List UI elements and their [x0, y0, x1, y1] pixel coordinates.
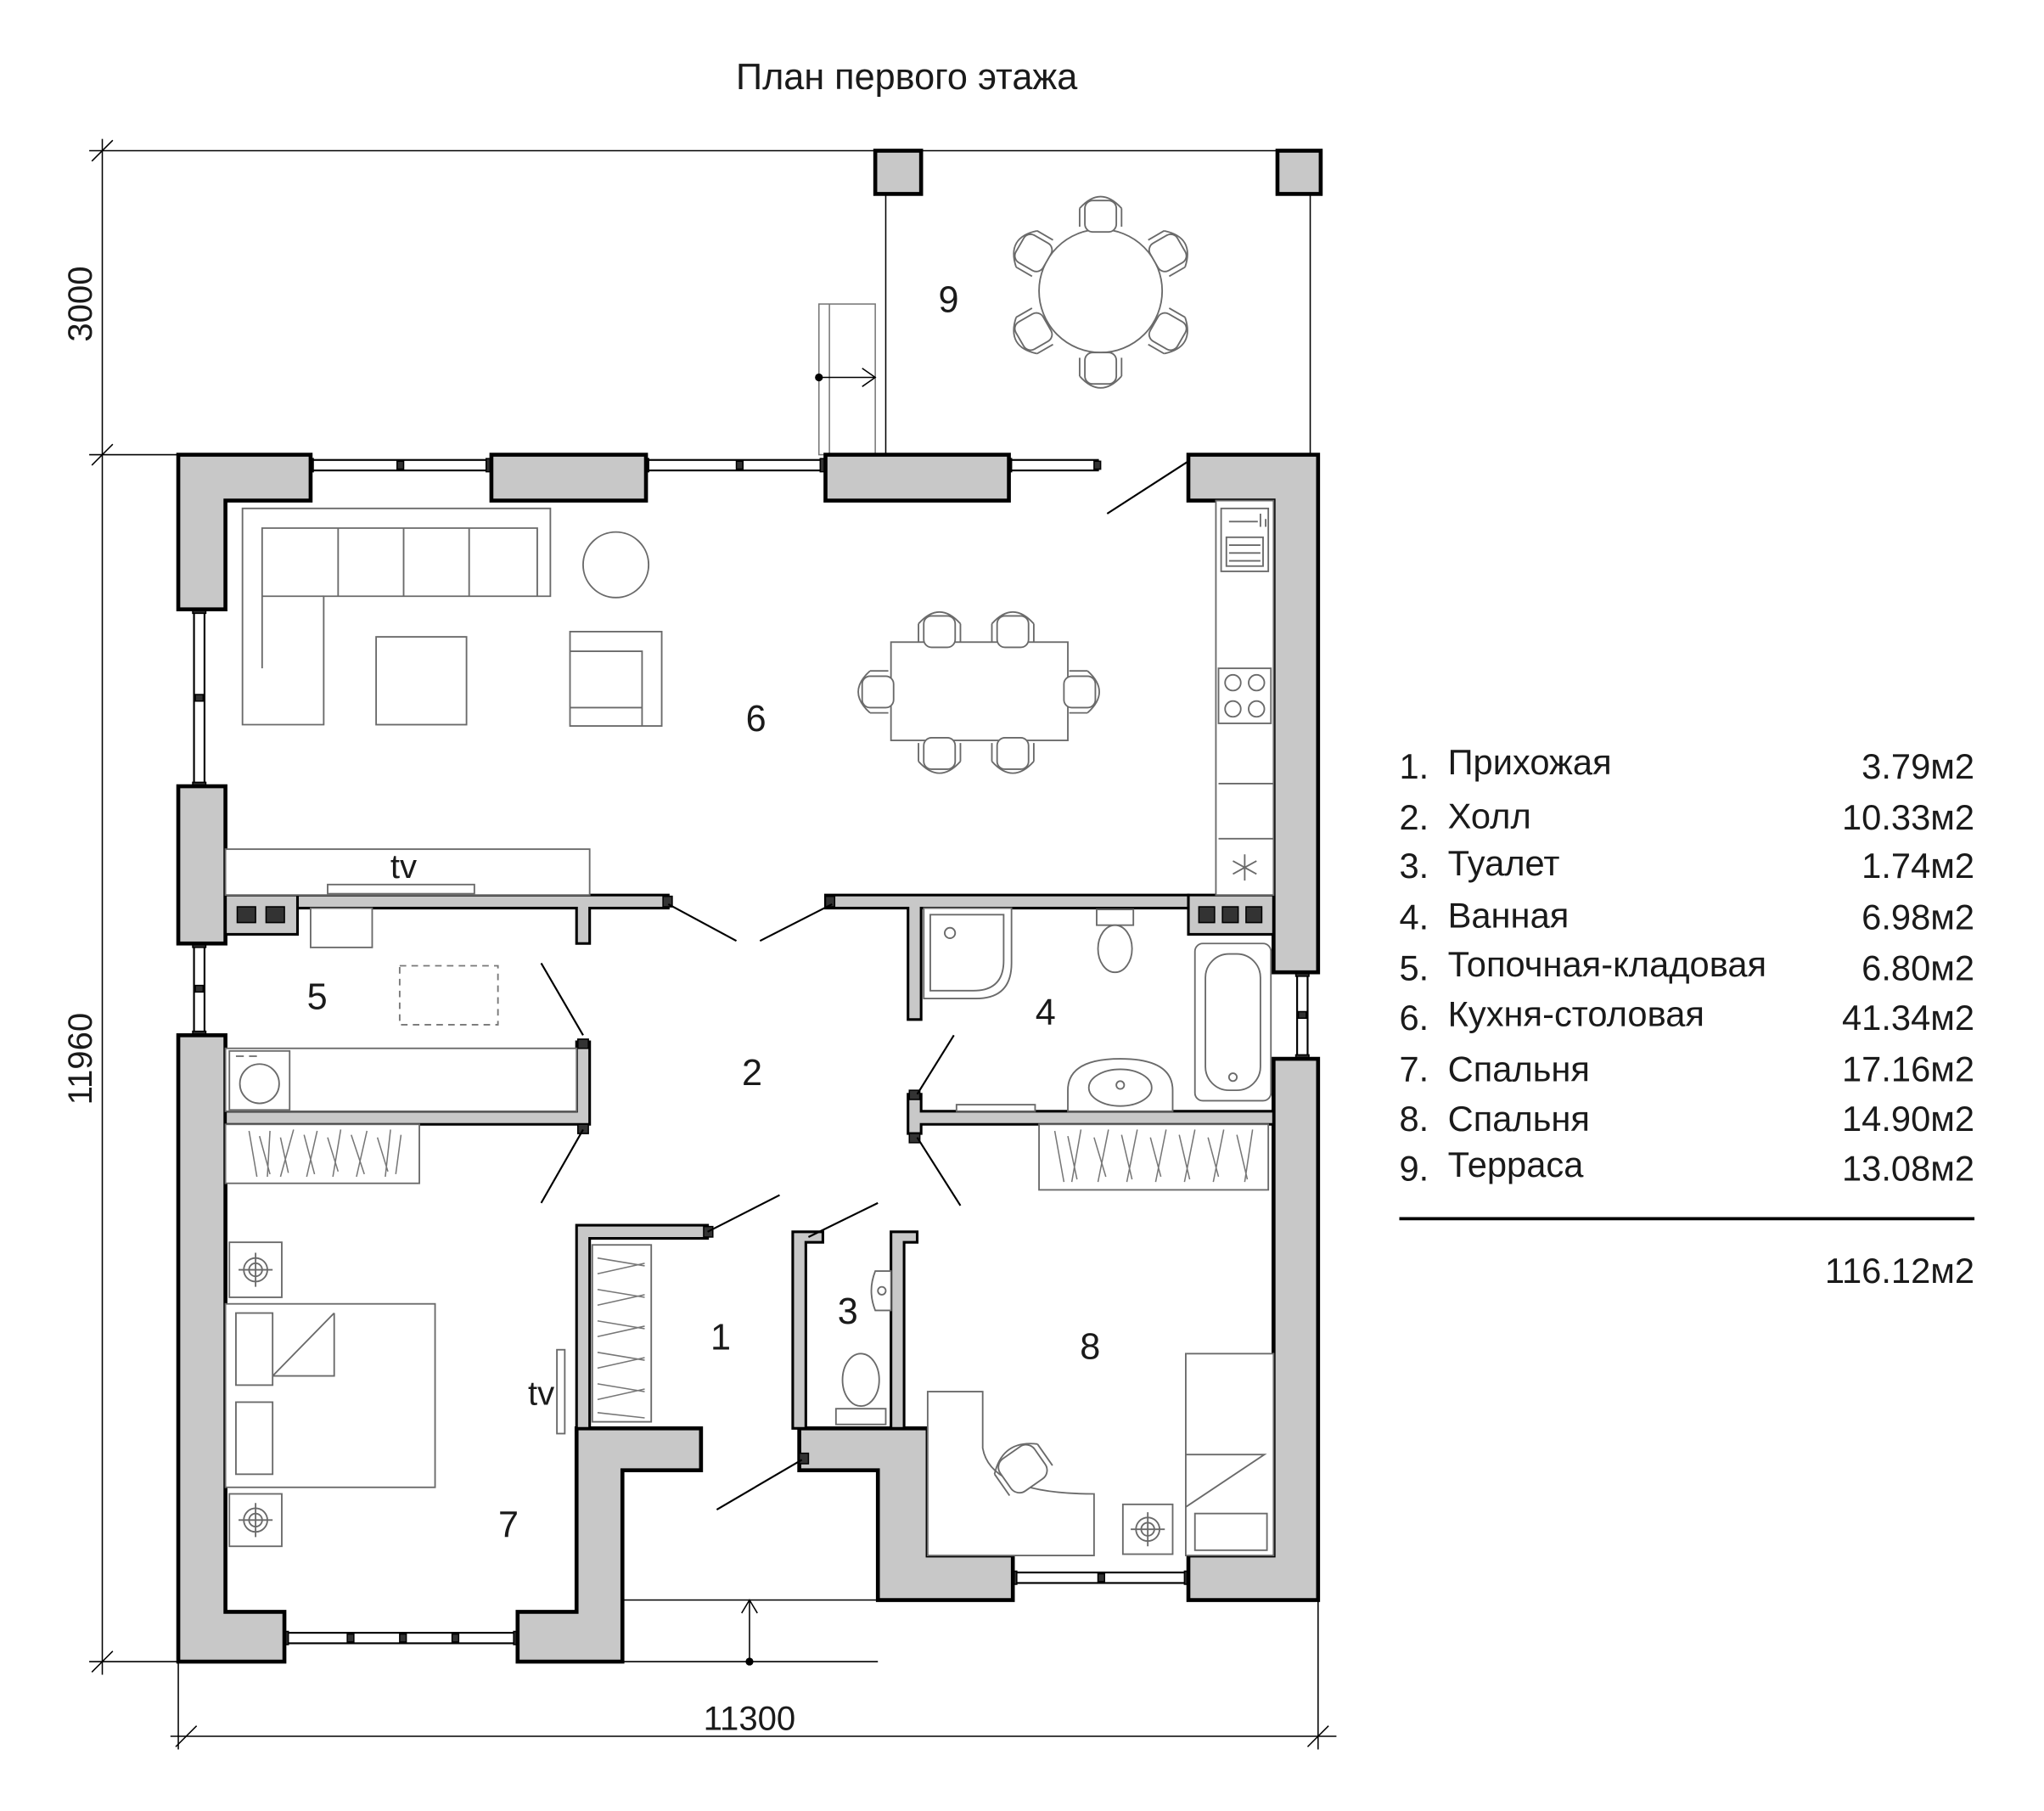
- wall-entry-toilet: [793, 1232, 823, 1429]
- door-entry-hall: [708, 1195, 780, 1232]
- terrace-stairs: [819, 304, 875, 454]
- toilet-tank-bathroom: [1097, 909, 1133, 925]
- living-kitchen-furniture: [226, 501, 1274, 896]
- legend-room-area: 41.34м2: [1842, 998, 1975, 1038]
- wardrobe-entry: [592, 1245, 651, 1421]
- storage-area-dashed: [400, 965, 498, 1024]
- legend-room-area: 1.74м2: [1862, 846, 1975, 886]
- dining-chair-right: [1064, 671, 1099, 712]
- vent-ducts-right: [1199, 907, 1261, 923]
- tv-label-living: tv: [390, 847, 418, 886]
- tv-screen-living: [328, 885, 474, 894]
- plan-title: План первого этажа: [736, 56, 1078, 98]
- terrace-stair-arrow: [819, 368, 875, 387]
- legend-room-name: Ванная: [1447, 895, 1570, 936]
- door-toilet: [808, 1203, 878, 1237]
- bedroom-7-furniture: [226, 1242, 565, 1546]
- wall-entrance-left: [518, 1428, 701, 1662]
- shower-tray: [924, 908, 1011, 998]
- toilet-room-sink: [872, 1271, 891, 1310]
- legend-number: 5.: [1399, 948, 1429, 988]
- legend-room-area: 14.90м2: [1842, 1098, 1975, 1139]
- room-label-4: 4: [1035, 992, 1056, 1033]
- single-bed-pillow: [1195, 1514, 1267, 1550]
- room-label-3: 3: [837, 1291, 858, 1332]
- dining-chair-top-2: [992, 612, 1034, 648]
- door-living-right: [760, 904, 832, 941]
- boiler: [311, 908, 373, 948]
- door-storage: [542, 963, 583, 1035]
- room-label-8: 8: [1080, 1326, 1101, 1368]
- bathroom-shelf: [957, 1105, 1036, 1111]
- toilet-tank: [836, 1409, 886, 1425]
- legend-room-name: Спальня: [1447, 1049, 1591, 1089]
- wall-top-segment-1: [491, 455, 646, 501]
- terrace-chair-top: [1080, 197, 1121, 233]
- legend-number: 2.: [1399, 796, 1429, 837]
- wall-left-middle: [178, 786, 226, 943]
- tv-label-bedroom: tv: [527, 1374, 555, 1413]
- door-bedroom-7: [542, 1129, 583, 1202]
- legend-room-area: 3.79м2: [1862, 745, 1975, 786]
- dining-table: [891, 642, 1068, 740]
- bathroom-sink: [1068, 1059, 1172, 1111]
- door-bedroom-8: [918, 1138, 961, 1206]
- legend-total-area: 116.12м2: [1824, 1251, 1975, 1291]
- legend-room-area: 17.16м2: [1842, 1049, 1975, 1089]
- door-bathroom: [918, 1035, 954, 1094]
- terrace-stair-dot: [815, 374, 823, 381]
- legend-number: 6.: [1399, 998, 1429, 1038]
- dining-chair-bottom-2: [992, 738, 1034, 773]
- bathroom-furniture: [924, 908, 1271, 1111]
- legend-room-name: Спальня: [1447, 1098, 1591, 1139]
- legend-number: 3.: [1399, 846, 1429, 886]
- door-terrace: [1107, 461, 1188, 514]
- dining-chair-top-1: [918, 612, 960, 648]
- legend-number: 8.: [1399, 1098, 1429, 1139]
- tv-screen-bedroom: [557, 1350, 564, 1434]
- vent-block-left: [226, 895, 298, 934]
- legend-room-name: Туалет: [1447, 843, 1560, 884]
- dimension-terrace-depth: 3000: [61, 266, 100, 342]
- terrace: [815, 150, 1321, 454]
- coffee-table: [376, 637, 466, 724]
- legend-room-area: 6.98м2: [1862, 897, 1975, 937]
- legend-room-name: Кухня-столовая: [1447, 993, 1704, 1034]
- legend-room-area: 6.80м2: [1862, 948, 1975, 988]
- room-label-1: 1: [710, 1317, 732, 1358]
- legend-room-area: 13.08м2: [1842, 1148, 1975, 1189]
- terrace-round-table: [1039, 229, 1162, 352]
- entrance-porch: [622, 1600, 878, 1666]
- legend-number: 9.: [1399, 1148, 1429, 1189]
- porch-arrow: [742, 1600, 758, 1662]
- dimension-house-depth: 11960: [61, 1012, 100, 1105]
- round-pouf: [583, 532, 649, 598]
- bathtub: [1195, 943, 1272, 1100]
- terrace-pillar-left: [875, 150, 921, 194]
- room-label-5: 5: [306, 976, 328, 1018]
- door-front: [716, 1459, 801, 1510]
- pillow-2: [236, 1402, 272, 1474]
- room-label-7: 7: [497, 1504, 519, 1546]
- legend-room-name: Топочная-кладовая: [1447, 943, 1767, 984]
- toilet-bowl-bathroom: [1098, 925, 1132, 973]
- legend-number: 4.: [1399, 897, 1429, 937]
- window-top-3: [1009, 460, 1098, 470]
- door-living-left: [668, 904, 736, 941]
- legend-room-name: Прихожая: [1447, 742, 1612, 783]
- storage-furniture: [226, 908, 577, 1111]
- room-label-6: 6: [745, 699, 766, 740]
- legend-room-name: Терраса: [1447, 1144, 1584, 1184]
- legend-room-name: Холл: [1447, 796, 1531, 836]
- terrace-chair-bottom: [1080, 352, 1121, 388]
- bedroom-8-furniture: [928, 1353, 1273, 1555]
- porch-dot: [745, 1657, 753, 1665]
- room-label-2: 2: [742, 1052, 763, 1094]
- terrace-pillar-right: [1278, 150, 1321, 194]
- armchair: [570, 632, 662, 726]
- room-legend: [1400, 742, 1975, 1291]
- washing-machine: [229, 1051, 289, 1110]
- legend-number: 1.: [1399, 745, 1429, 786]
- legend-room-area: 10.33м2: [1842, 796, 1975, 837]
- wall-top-segment-2: [825, 455, 1008, 501]
- dining-chair-left: [858, 671, 894, 712]
- room-label-9: 9: [938, 279, 959, 321]
- toilet-bowl: [843, 1353, 879, 1406]
- dimension-house-width: 11300: [703, 1699, 796, 1738]
- wardrobe-bedroom-8: [1039, 1124, 1268, 1190]
- dining-chair-bottom-1: [918, 738, 960, 773]
- pillow-1: [236, 1313, 272, 1386]
- kitchen-stove: [1219, 668, 1272, 723]
- legend-number: 7.: [1399, 1049, 1429, 1089]
- wall-toilet-right: [891, 1232, 918, 1429]
